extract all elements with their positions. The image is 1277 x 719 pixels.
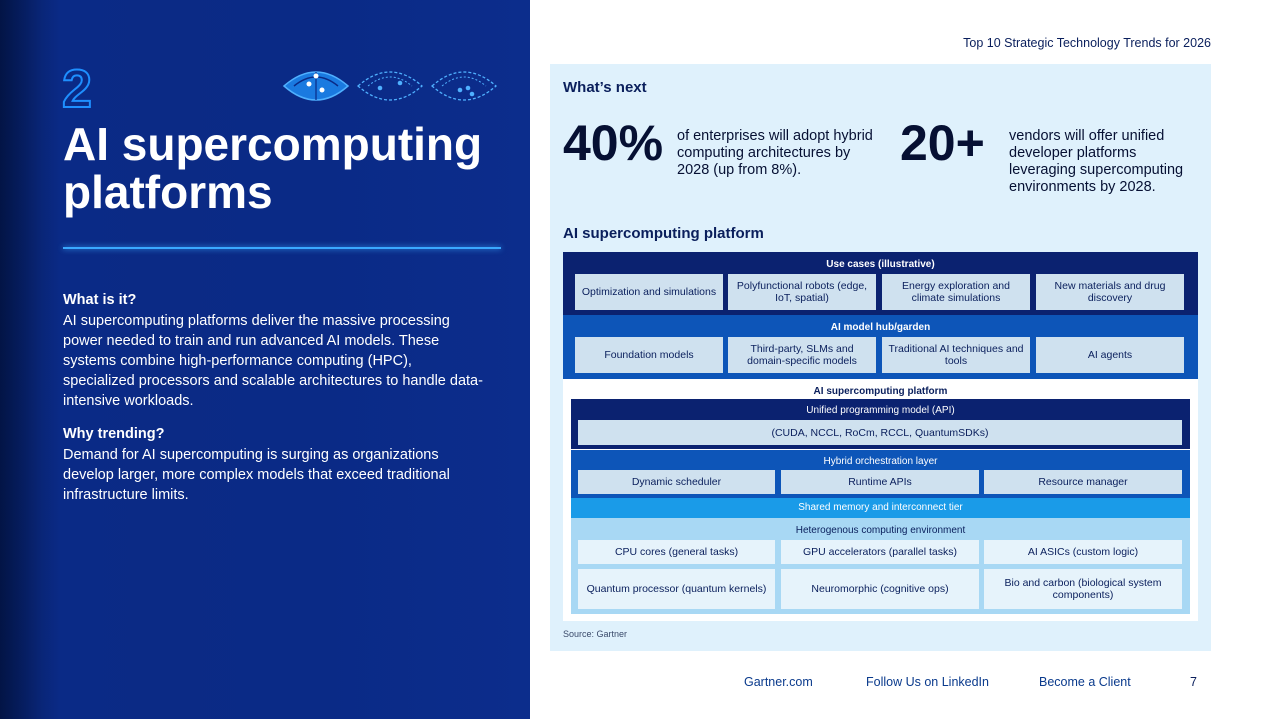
document-title: Top 10 Strategic Technology Trends for 2026 bbox=[963, 36, 1211, 50]
model-hub-band bbox=[563, 315, 1198, 379]
what-is-it-section bbox=[63, 290, 483, 411]
become-client-link[interactable]: Become a Client bbox=[1039, 675, 1131, 689]
platform-band bbox=[563, 379, 1198, 621]
api-item: (CUDA, NCCL, RoCm, RCCL, QuantumSDKs) bbox=[578, 420, 1182, 445]
api-block bbox=[571, 399, 1190, 449]
model-hub-item: Traditional AI techniques and tools bbox=[882, 337, 1030, 373]
model-hub-item: Third-party, SLMs and domain-specific models bbox=[728, 337, 876, 373]
page-number: 7 bbox=[1190, 675, 1197, 689]
trend-number: 2 bbox=[62, 59, 93, 119]
why-heading: Why trending? bbox=[63, 426, 165, 442]
orchestration-item: Dynamic scheduler bbox=[578, 470, 775, 494]
use-case-item: New materials and drug discovery bbox=[1036, 274, 1184, 310]
compute-item: AI ASICs (custom logic) bbox=[984, 540, 1182, 564]
stat-2-text: vendors will offer unified developer platforms leveraging supercomputing environments by 2028. bbox=[1009, 128, 1184, 195]
compute-item: Bio and carbon (biological system components) bbox=[984, 569, 1182, 609]
whats-next-heading: What’s next bbox=[563, 79, 647, 96]
linkedin-link[interactable]: Follow Us on LinkedIn bbox=[866, 675, 989, 689]
why-body: Demand for AI supercomputing is surging as organizations develop larger, more complex models that exceed traditional infrastructure limits. bbox=[63, 447, 450, 503]
gartner-link[interactable]: Gartner.com bbox=[744, 675, 813, 689]
what-heading: What is it? bbox=[63, 292, 137, 308]
compute-item: CPU cores (general tasks) bbox=[578, 540, 775, 564]
orchestration-block bbox=[571, 450, 1190, 498]
use-case-item: Polyfunctional robots (edge, IoT, spatial) bbox=[728, 274, 876, 310]
title-line-1: AI supercomputing bbox=[63, 118, 483, 170]
compute-item: Quantum processor (quantum kernels) bbox=[578, 569, 775, 609]
radar-icon bbox=[430, 68, 498, 104]
heterogenous-label: Heterogenous computing environment bbox=[795, 525, 966, 536]
diagram-heading: AI supercomputing platform bbox=[563, 225, 764, 242]
heterogenous-block bbox=[571, 518, 1190, 614]
title-line-2: platforms bbox=[63, 166, 273, 218]
shared-memory-tier: Shared memory and interconnect tier bbox=[571, 498, 1190, 518]
use-cases-band bbox=[563, 252, 1198, 315]
orchestration-label: Hybrid orchestration layer bbox=[823, 456, 938, 467]
use-cases-label: Use cases (illustrative) bbox=[826, 259, 935, 270]
what-body: AI supercomputing platforms deliver the massive processing power needed to train and run advanced AI models. These systems combine high-performance computing (HPC), specialized processors and scalable architectures to handle data-intensive workloads. bbox=[63, 313, 483, 409]
use-case-item: Optimization and simulations bbox=[575, 274, 723, 310]
model-hub-item: Foundation models bbox=[575, 337, 723, 373]
stat-1-value: 40% bbox=[563, 115, 664, 171]
orchestration-item: Runtime APIs bbox=[781, 470, 979, 494]
compute-item: GPU accelerators (parallel tasks) bbox=[781, 540, 979, 564]
orchestration-item: Resource manager bbox=[984, 470, 1182, 494]
trend-title bbox=[63, 120, 503, 216]
trend-icons bbox=[282, 68, 498, 104]
model-hub-label: AI model hub/garden bbox=[830, 322, 931, 333]
left-panel bbox=[0, 0, 530, 719]
stat-2-value: 20+ bbox=[900, 115, 985, 171]
radar-icon bbox=[356, 68, 424, 104]
title-divider bbox=[63, 247, 501, 249]
whats-next-panel bbox=[550, 64, 1211, 651]
platform-diagram bbox=[563, 252, 1198, 621]
source-note: Source: Gartner bbox=[563, 629, 628, 639]
why-trending-section bbox=[63, 424, 483, 505]
platform-label: AI supercomputing platform bbox=[813, 386, 948, 397]
model-hub-item: AI agents bbox=[1036, 337, 1184, 373]
api-label: Unified programming model (API) bbox=[806, 405, 955, 416]
compute-item: Neuromorphic (cognitive ops) bbox=[781, 569, 979, 609]
use-case-item: Energy exploration and climate simulations bbox=[882, 274, 1030, 310]
radar-icon-active bbox=[282, 68, 350, 104]
stat-1-text: of enterprises will adopt hybrid computing architectures by 2028 (up from 8%). bbox=[677, 128, 873, 178]
